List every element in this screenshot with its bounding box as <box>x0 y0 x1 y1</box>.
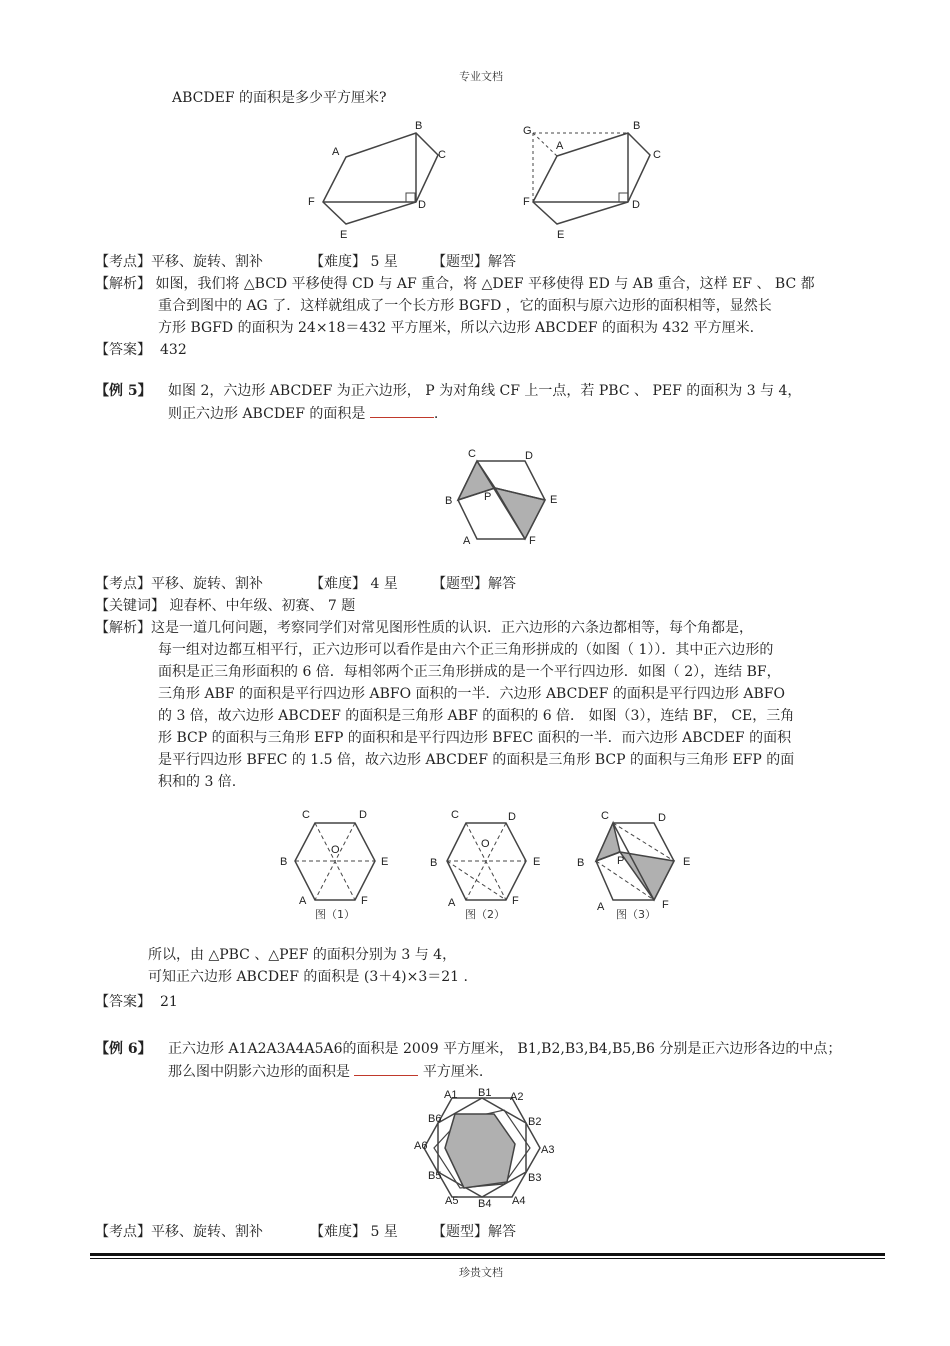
analysis-line-2: 重合到图中的 AG 了．这样就组成了一个长方形 BGFD ，它的面积与原六边形的面积相等，显然长 <box>158 298 772 314</box>
figure-3 <box>574 806 699 926</box>
label-B1: B1 <box>478 1087 492 1099</box>
label-D: D <box>632 199 640 211</box>
label-B: B <box>633 120 641 132</box>
label-P: P <box>484 491 492 503</box>
label-C: C <box>653 149 661 161</box>
label-A3: A3 <box>541 1144 555 1156</box>
label-E: E <box>381 856 389 868</box>
label-A4: A4 <box>512 1195 526 1207</box>
label-A: A <box>556 140 564 152</box>
label-D: D <box>658 812 666 824</box>
label-P: P <box>617 855 625 867</box>
label-B3: B3 <box>528 1172 542 1184</box>
label-B: B <box>430 857 438 869</box>
example-5-label: 【例 5】 <box>95 383 152 399</box>
figure-example-5 <box>440 444 570 554</box>
figure-2 <box>425 806 550 926</box>
example-6-question-1: 正六边形 A1A2A3A4A5A6的面积是 2009 平方厘米， B1,B2,B3,B4,B5,B6 分别是正六边形各边的中点； <box>168 1041 842 1057</box>
answer-value: 21 <box>160 994 178 1010</box>
figure-caption-3: 图（3） <box>616 908 656 921</box>
keywords: 【关键词】 迎春杯、中年级、初赛、 7 题 <box>95 598 356 614</box>
label-G: G <box>523 125 532 137</box>
analysis-line-3: 方形 BGFD 的面积为 24×18＝432 平方厘米，所以六边形 ABCDEF 的面积为 432 平方厘米. <box>158 320 755 336</box>
answer-blank <box>370 403 434 418</box>
label-A: A <box>332 146 340 158</box>
label-B2: B2 <box>528 1116 542 1128</box>
conclusion-line-2: 可知正六边形 ABCDEF 的面积是 (3＋4)×3＝21 . <box>148 969 468 985</box>
analysis-line-2: 每一组对边都互相平行，正六边形可以看作是由六个正三角形拼成的（如图（ 1））．其中正六边形的 <box>158 642 774 658</box>
figure-hexagon-right <box>515 118 685 243</box>
analysis-line-7: 是平行四边形 BFEC 的 1.5 倍，故六边形 ABCDEF 的面积是三角形 BCP 的面积与三角形 EFP 的面 <box>158 752 795 768</box>
analysis-line-4: 三角形 ABF 的面积是平行四边形 ABFO 面积的一半．六边形 ABCDEF 的面积是平行四边形 ABFO <box>158 686 785 702</box>
label-C: C <box>601 810 609 822</box>
question-end: . <box>433 406 439 422</box>
label-B: B <box>280 856 288 868</box>
label-E: E <box>557 229 565 241</box>
tixing: 【题型】解答 <box>432 576 516 592</box>
nandu: 【难度】 5 星 <box>310 254 398 270</box>
label-O: O <box>481 838 490 850</box>
example-5-question-2 <box>168 403 438 424</box>
label-F: F <box>512 895 519 907</box>
label-A1: A1 <box>444 1089 458 1101</box>
label-A: A <box>299 895 307 907</box>
label-F: F <box>662 899 669 911</box>
answer-label: 【答案】 <box>95 994 151 1010</box>
nandu: 【难度】 4 星 <box>310 576 398 592</box>
answer-blank <box>354 1061 418 1076</box>
page-footer: 珍贵文档 <box>459 1266 503 1279</box>
label-F: F <box>529 535 536 547</box>
figure-caption-2: 图（2） <box>465 908 505 921</box>
tixing: 【题型】解答 <box>432 1224 516 1240</box>
answer-value: 432 <box>160 342 187 358</box>
label-E: E <box>683 856 691 868</box>
label-C: C <box>438 149 446 161</box>
nandu: 【难度】 5 星 <box>310 1224 398 1240</box>
question-end: 平方厘米. <box>422 1064 484 1080</box>
label-D: D <box>508 811 516 823</box>
label-E: E <box>550 494 558 506</box>
answer-label: 【答案】 <box>95 342 151 358</box>
figure-hexagon-left <box>300 118 460 243</box>
label-D: D <box>525 450 533 462</box>
question-text: 那么图中阴影六边形的面积是 <box>168 1064 350 1080</box>
label-B4: B4 <box>478 1198 492 1210</box>
figure-1 <box>275 806 395 926</box>
kaodian: 【考点】平移、旋转、割补 <box>95 576 263 592</box>
label-F: F <box>361 895 368 907</box>
analysis-line-6: 形 BCP 的面积与三角形 EFP 的面积和是平行四边形 BFEC 面积的一半．而六边形 ABCDEF 的面积 <box>158 730 792 746</box>
example-6-label: 【例 6】 <box>95 1041 152 1057</box>
label-D: D <box>418 199 426 211</box>
label-F: F <box>308 196 315 208</box>
label-A2: A2 <box>510 1091 524 1103</box>
label-C: C <box>302 809 310 821</box>
kaodian: 【考点】平移、旋转、割补 <box>95 254 263 270</box>
conclusion-line-1: 所以，由 △PBC 、△PEF 的面积分别为 3 与 4， <box>148 947 457 963</box>
example-5-question-1: 如图 2，六边形 ABCDEF 为正六边形， P 为对角线 CF 上一点，若 PBC 、 PEF 的面积为 3 与 4， <box>168 383 802 399</box>
figure-caption-1: 图（1） <box>315 908 355 921</box>
analysis-line-3: 面积是正三角形面积的 6 倍．每相邻两个正三角形拼成的是一个平行四边形．如图（ 2），连结 BF， <box>158 664 781 680</box>
kaodian: 【考点】平移、旋转、割补 <box>95 1224 263 1240</box>
example-6-question-2 <box>168 1061 483 1082</box>
figure-example-6 <box>412 1086 562 1210</box>
label-A: A <box>463 535 471 547</box>
label-A: A <box>597 901 605 913</box>
question-text: 则正六边形 ABCDEF 的面积是 <box>168 406 366 422</box>
footer-rule-thick <box>90 1253 885 1256</box>
analysis-line-1: 【解析】 如图，我们将 △BCD 平移使得 CD 与 AF 重合，将 △DEF 平移使得 ED 与 AB 重合，这样 EF 、 BC 都 <box>95 276 815 292</box>
label-B6: B6 <box>428 1113 442 1125</box>
analysis-line-8: 积和的 3 倍. <box>158 774 237 790</box>
label-C: C <box>468 448 476 460</box>
label-A6: A6 <box>414 1140 428 1152</box>
label-B5: B5 <box>428 1170 442 1182</box>
label-B: B <box>577 857 585 869</box>
analysis-line-1: 【解析】这是一道几何问题，考察同学们对常见图形性质的认识．正六边形的六条边都相等，每个角都是， <box>95 620 753 636</box>
tixing: 【题型】解答 <box>432 254 516 270</box>
label-D: D <box>359 809 367 821</box>
label-B: B <box>445 495 453 507</box>
label-A: A <box>448 897 456 909</box>
analysis-line-5: 的 3 倍，故六边形 ABCDEF 的面积是三角形 ABF 的面积的 6 倍． 如图（3），连结 BF， CE，三角 <box>158 708 795 724</box>
label-C: C <box>451 809 459 821</box>
label-A5: A5 <box>445 1195 459 1207</box>
question-tail: ABCDEF 的面积是多少平方厘米? <box>172 90 387 106</box>
label-B: B <box>415 120 423 132</box>
label-O: O <box>331 844 340 856</box>
label-F: F <box>523 196 530 208</box>
label-E: E <box>533 856 541 868</box>
label-E: E <box>340 229 348 241</box>
footer-rule-thin <box>90 1258 885 1259</box>
page-header: 专业文档 <box>459 70 503 83</box>
